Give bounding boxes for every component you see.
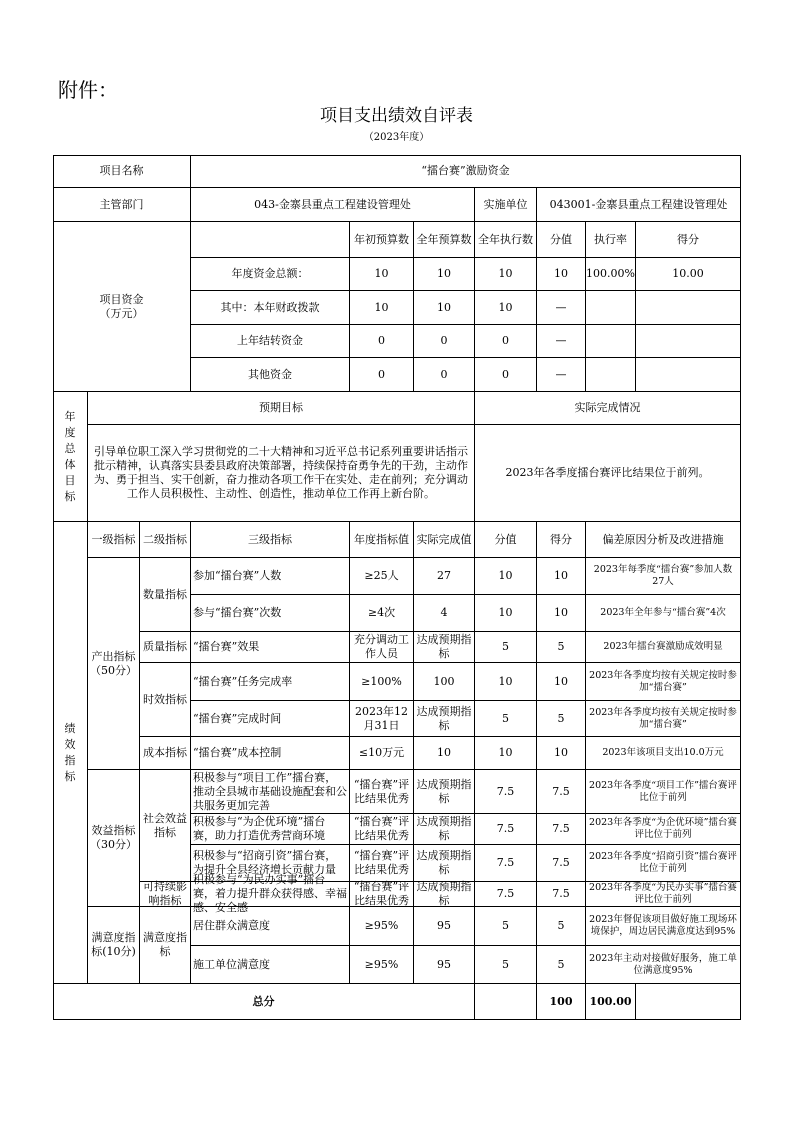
funds-label: 项目资金 （万元） xyxy=(53,222,191,392)
indicator-actual: 达成预期指标 xyxy=(414,814,475,845)
perf-header-target: 年度指标值 xyxy=(350,522,414,558)
indicator-note: 2023年主动对接做好服务，施工单位满意度95% xyxy=(586,946,741,984)
level2-cost: 成本指标 xyxy=(140,737,191,770)
indicator-score: 7.5 xyxy=(475,845,537,882)
indicator-name: 施工单位满意度 xyxy=(191,946,350,984)
level1-output: 产出指标 （50分） xyxy=(88,558,140,770)
indicator-target: ≥4次 xyxy=(350,595,414,632)
indicator-note: 2023年督促该项目做好施工现场环境保护，周边居民满意度达到95% xyxy=(586,907,741,946)
indicator-got: 7.5 xyxy=(537,814,586,845)
indicator-note: 2023年各季度“招商引资”擂台赛评比位于前列 xyxy=(586,845,741,882)
level2-quantity: 数量指标 xyxy=(140,558,191,632)
indicator-got: 10 xyxy=(537,558,586,595)
indicator-name: 积极参与“项目工作”擂台赛，推动全县城市基础设施配套和公共服务更加完善 xyxy=(191,770,350,814)
funds-row-cell xyxy=(636,325,741,358)
indicator-target: 2023年12月31日 xyxy=(350,701,414,737)
indicator-got: 5 xyxy=(537,907,586,946)
indicator-actual: 95 xyxy=(414,946,475,984)
impl-value: 043001-金寨县重点工程建设管理处 xyxy=(537,188,741,222)
indicator-name: 积极参与“招商引资”擂台赛，为提升全县经济增长贡献力量 xyxy=(191,845,350,882)
indicator-name: “擂台赛”任务完成率 xyxy=(191,663,350,701)
indicator-note: 2023年各季度均按有关规定按时参加“擂台赛” xyxy=(586,701,741,737)
funds-row-cell: 0 xyxy=(414,358,475,392)
level2-satisfaction: 满意度指标 xyxy=(140,907,191,984)
indicator-actual: 100 xyxy=(414,663,475,701)
indicator-name: 积极参与“为企优环境”擂台赛，助力打造优秀营商环境 xyxy=(191,814,350,845)
funds-row-cell: 10 xyxy=(475,291,537,325)
funds-row-cell: 10 xyxy=(414,258,475,291)
indicator-note: 2023年各季度均按有关规定按时参加“擂台赛” xyxy=(586,663,741,701)
indicator-name: “擂台赛”效果 xyxy=(191,632,350,663)
funds-header-0: 年初预算数 xyxy=(350,222,414,258)
indicator-score: 10 xyxy=(475,663,537,701)
project-name-label: 项目名称 xyxy=(53,155,191,188)
indicator-target: ≥25人 xyxy=(350,558,414,595)
indicator-actual: 达成预期指标 xyxy=(414,770,475,814)
expected-goal-text: 引导单位职工深入学习贯彻党的二十大精神和习近平总书记系列重要讲话指示批示精神，认真落实县委县政府决策部署，持续保持奋勇争先的干劲，主动作为、勇于担当、实干创新，奋力推动各项工作干在实处、走在前列；充分调动工作人员积极性、主动性、创造性，推动单位工作再上新台阶。 xyxy=(88,425,475,522)
indicator-name: “擂台赛”完成时间 xyxy=(191,701,350,737)
indicator-target: ≥95% xyxy=(350,946,414,984)
total-score: 100 xyxy=(537,984,586,1020)
funds-row-cell: 10 xyxy=(350,291,414,325)
indicator-name: 居住群众满意度 xyxy=(191,907,350,946)
indicator-got: 5 xyxy=(537,701,586,737)
funds-header-1: 全年预算数 xyxy=(414,222,475,258)
indicator-score: 10 xyxy=(475,595,537,632)
indicator-actual: 达成预期指标 xyxy=(414,632,475,663)
indicator-target: ≥95% xyxy=(350,907,414,946)
funds-header-3: 分值 xyxy=(537,222,586,258)
funds-row-cell: 10 xyxy=(350,258,414,291)
level1-satisfaction: 满意度指标(10分) xyxy=(88,907,140,984)
funds-row-cell: — xyxy=(537,291,586,325)
year-note: （2023年度） xyxy=(363,132,430,143)
level2-sustainable: 可持续影响指标 xyxy=(140,882,191,907)
indicator-name: 积极参与“为民办实事”擂台赛，着力提升群众获得感、幸福感、安全感 xyxy=(191,882,350,907)
perf-header-score: 分值 xyxy=(475,522,537,558)
funds-header-4: 执行率 xyxy=(586,222,636,258)
indicator-got: 7.5 xyxy=(537,882,586,907)
indicator-score: 5 xyxy=(475,632,537,663)
project-name-value: “擂台赛”激励资金 xyxy=(191,155,741,188)
funds-header-2: 全年执行数 xyxy=(475,222,537,258)
perf-header-level2: 二级指标 xyxy=(140,522,191,558)
indicator-target: “擂台赛”评比结果优秀 xyxy=(350,882,414,907)
indicator-score: 7.5 xyxy=(475,882,537,907)
indicator-got: 5 xyxy=(537,632,586,663)
funds-row-cell: 0 xyxy=(414,325,475,358)
funds-row-cell: 0 xyxy=(475,358,537,392)
annual-goal-label: 年 度 总 体 目 标 xyxy=(53,392,88,522)
indicator-name: 参加“擂台赛”人数 xyxy=(191,558,350,595)
indicator-target: “擂台赛”评比结果优秀 xyxy=(350,770,414,814)
indicator-actual: 10 xyxy=(414,737,475,770)
indicator-score: 5 xyxy=(475,907,537,946)
funds-row-cell: 0 xyxy=(350,358,414,392)
indicator-actual: 27 xyxy=(414,558,475,595)
funds-row-cell xyxy=(586,358,636,392)
perf-header-level1: 一级指标 xyxy=(88,522,140,558)
level2-timeliness: 时效指标 xyxy=(140,663,191,737)
perf-header-level3: 三级指标 xyxy=(191,522,350,558)
indicator-target: “擂台赛”评比结果优秀 xyxy=(350,814,414,845)
funds-row-cell: 100.00% xyxy=(586,258,636,291)
indicator-got: 10 xyxy=(537,595,586,632)
indicator-note: 2023年擂台赛激励成效明显 xyxy=(586,632,741,663)
indicator-score: 5 xyxy=(475,946,537,984)
indicator-score: 7.5 xyxy=(475,814,537,845)
funds-row-cell xyxy=(586,325,636,358)
funds-row-cell xyxy=(586,291,636,325)
dept-label: 主管部门 xyxy=(53,188,191,222)
funds-row-label: 上年结转资金 xyxy=(191,325,350,358)
perf-header-got: 得分 xyxy=(537,522,586,558)
funds-row-cell: 10.00 xyxy=(636,258,741,291)
total-blank xyxy=(475,984,537,1020)
indicator-got: 7.5 xyxy=(537,845,586,882)
funds-row-label: 年度资金总额： xyxy=(191,258,350,291)
indicator-actual: 达成预期指标 xyxy=(414,845,475,882)
indicator-note: 2023年每季度“擂台赛”参加人数27人 xyxy=(586,558,741,595)
funds-header-5: 得分 xyxy=(636,222,741,258)
indicator-note: 2023年该项目支出10.0万元 xyxy=(586,737,741,770)
indicator-got: 7.5 xyxy=(537,770,586,814)
indicator-got: 5 xyxy=(537,946,586,984)
indicator-target: “擂台赛”评比结果优秀 xyxy=(350,845,414,882)
indicator-name: “擂台赛”成本控制 xyxy=(191,737,350,770)
indicator-actual: 95 xyxy=(414,907,475,946)
indicator-note: 2023年各季度“为民办实事”擂台赛评比位于前列 xyxy=(586,882,741,907)
level1-benefit: 效益指标 （30分） xyxy=(88,770,140,907)
indicator-target: ≤10万元 xyxy=(350,737,414,770)
indicator-score: 5 xyxy=(475,701,537,737)
perf-label: 绩 效 指 标 xyxy=(53,522,88,984)
indicator-score: 10 xyxy=(475,558,537,595)
indicator-note: 2023年各季度“为企优环境”擂台赛评比位于前列 xyxy=(586,814,741,845)
indicator-target: 充分调动工作人员 xyxy=(350,632,414,663)
level2-social: 社会效益指标 xyxy=(140,770,191,882)
funds-row-label: 其他资金 xyxy=(191,358,350,392)
actual-header: 实际完成情况 xyxy=(475,392,741,425)
indicator-actual: 达成预期指标 xyxy=(414,882,475,907)
perf-header-note: 偏差原因分析及改进措施 xyxy=(586,522,741,558)
indicator-note: 2023年全年参与“擂台赛”4次 xyxy=(586,595,741,632)
total-note-blank xyxy=(636,984,741,1020)
indicator-got: 10 xyxy=(537,663,586,701)
indicator-got: 10 xyxy=(537,737,586,770)
funds-row-cell: 10 xyxy=(475,258,537,291)
level2-quality: 质量指标 xyxy=(140,632,191,663)
funds-row-cell: 10 xyxy=(537,258,586,291)
funds-row-cell: — xyxy=(537,358,586,392)
funds-row-cell: 0 xyxy=(475,325,537,358)
funds-row-cell: 0 xyxy=(350,325,414,358)
funds-row-cell: 10 xyxy=(414,291,475,325)
funds-row-cell: — xyxy=(537,325,586,358)
attachment-label: 附件： xyxy=(58,78,118,102)
indicator-note: 2023年各季度“项目工作”擂台赛评比位于前列 xyxy=(586,770,741,814)
expected-goal-header: 预期目标 xyxy=(88,392,475,425)
perf-header-actual: 实际完成值 xyxy=(414,522,475,558)
indicator-name: 参与“擂台赛”次数 xyxy=(191,595,350,632)
total-got: 100.00 xyxy=(586,984,636,1020)
actual-text: 2023年各季度擂台赛评比结果位于前列。 xyxy=(475,425,741,522)
indicator-actual: 4 xyxy=(414,595,475,632)
dept-value: 043-金寨县重点工程建设管理处 xyxy=(191,188,475,222)
indicator-target: ≥100% xyxy=(350,663,414,701)
funds-row-cell xyxy=(636,358,741,392)
funds-row-cell xyxy=(636,291,741,325)
funds-row-label: 其中：本年财政拨款 xyxy=(191,291,350,325)
impl-label: 实施单位 xyxy=(475,188,537,222)
funds-header-blank xyxy=(191,222,350,258)
page-title: 项目支出绩效自评表 xyxy=(320,106,473,126)
total-label: 总分 xyxy=(53,984,475,1020)
indicator-score: 7.5 xyxy=(475,770,537,814)
indicator-actual: 达成预期指标 xyxy=(414,701,475,737)
indicator-score: 10 xyxy=(475,737,537,770)
